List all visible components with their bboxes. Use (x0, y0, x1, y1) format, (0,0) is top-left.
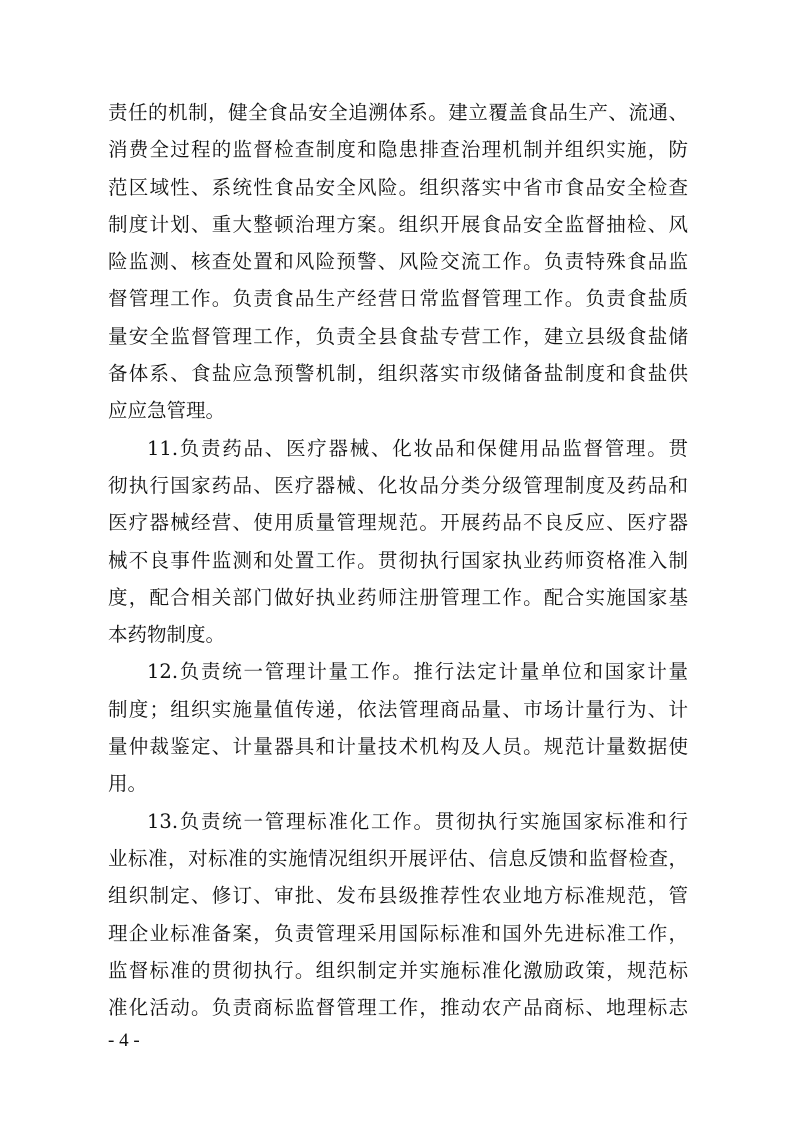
text-line: 督管理工作。负责食品生产经营日常监督管理工作。负责食盐质 (108, 287, 688, 311)
text-line: 险监测、核查处置和风险预警、风险交流工作。负责特殊食品监 (108, 250, 688, 274)
text-line: 用。 (108, 772, 148, 796)
document-body (108, 94, 688, 1026)
text-line: 理企业标准备案，负责管理采用国际标准和国外先进标准工作， (108, 921, 688, 945)
text-line: 医疗器械经营、使用质量管理规范。开展药品不良反应、医疗器 (108, 511, 688, 535)
text-line: 范区域性、系统性食品安全风险。组织落实中省市食品安全检查 (108, 175, 688, 199)
paragraph-12-start: 12.负责统一管理计量工作。推行法定计量单位和国家计量 (147, 660, 688, 684)
page-number: - 4 - (108, 1030, 140, 1051)
text-line: 业标准，对标准的实施情况组织开展评估、信息反馈和监督检查， (108, 846, 688, 870)
text-line: 应应急管理。 (108, 399, 226, 423)
paragraph-11-start: 11.负责药品、医疗器械、化妆品和保健用品监督管理。贯 (147, 436, 688, 460)
text-line: 度，配合相关部门做好执业药师注册管理工作。配合实施国家基 (108, 585, 688, 609)
text-line: 量安全监督管理工作，负责全县食盐专营工作，建立县级食盐储 (108, 324, 688, 348)
text-line: 监督标准的贯彻执行。组织制定并实施标准化激励政策，规范标 (108, 958, 688, 982)
text-line: 械不良事件监测和处置工作。贯彻执行国家执业药师资格准入制 (108, 548, 688, 572)
text-line: 量仲裁鉴定、计量器具和计量技术机构及人员。规范计量数据使 (108, 735, 688, 759)
text-line: 本药物制度。 (108, 623, 226, 647)
text-line: 制度；组织实施量值传递，依法管理商品量、市场计量行为、计 (108, 697, 688, 721)
text-line: 彻执行国家药品、医疗器械、化妆品分类分级管理制度及药品和 (108, 473, 688, 497)
text-line: 组织制定、修订、审批、发布县级推荐性农业地方标准规范，管 (108, 884, 688, 908)
text-line: 消费全过程的监督检查制度和隐患排查治理机制并组织实施，防 (108, 138, 688, 162)
paragraph-13-start: 13.负责统一管理标准化工作。贯彻执行实施国家标准和行 (147, 809, 688, 833)
text-line: 备体系、食盐应急预警机制，组织落实市级储备盐制度和食盐供 (108, 362, 688, 386)
text-line: 制度计划、重大整顿治理方案。组织开展食品安全监督抽检、风 (108, 212, 688, 236)
text-line: 责任的机制，健全食品安全追溯体系。建立覆盖食品生产、流通、 (108, 101, 688, 124)
text-line: 准化活动。负责商标监督管理工作，推动农产品商标、地理标志 (108, 996, 688, 1020)
